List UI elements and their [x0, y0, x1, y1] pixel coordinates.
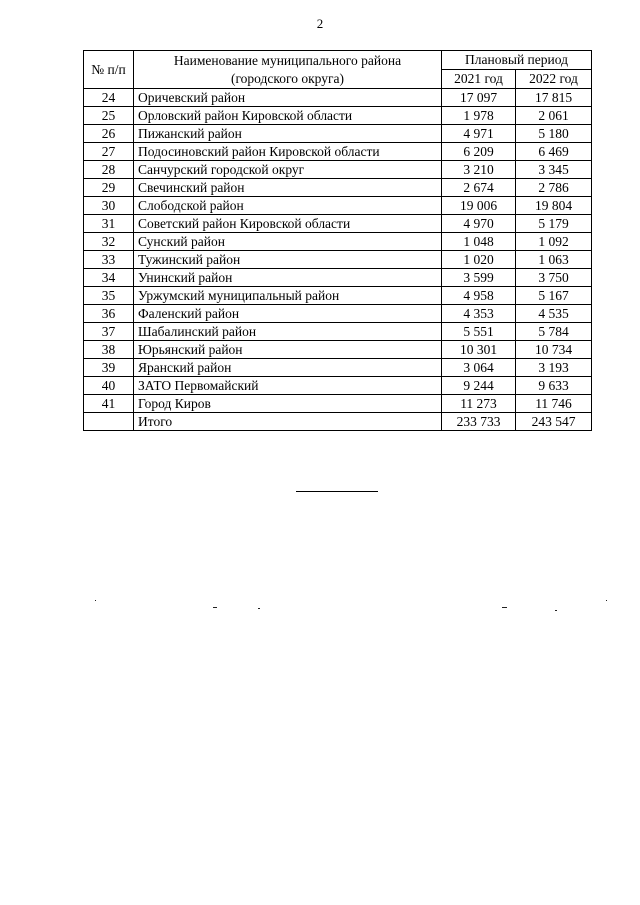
row-value-2022: 1 063 — [516, 251, 592, 269]
row-value-2022: 10 734 — [516, 341, 592, 359]
row-district-name: Тужинский район — [134, 251, 442, 269]
page-number: 2 — [316, 16, 324, 31]
table-row — [84, 161, 592, 179]
row-value-2021: 6 209 — [442, 143, 516, 161]
row-district-name: Орловский район Кировской области — [134, 107, 442, 125]
scan-speck — [606, 600, 607, 601]
row-number: 40 — [84, 377, 134, 395]
row-value-2022: 3 193 — [516, 359, 592, 377]
row-value-2021: 9 244 — [442, 377, 516, 395]
total-value-2022: 243 547 — [516, 413, 592, 431]
row-district-name: Город Киров — [134, 395, 442, 413]
table-row — [84, 395, 592, 413]
table-row — [84, 287, 592, 305]
row-number: 30 — [84, 197, 134, 215]
total-value-2021: 233 733 — [442, 413, 516, 431]
table-row — [84, 359, 592, 377]
row-value-2021: 1 978 — [442, 107, 516, 125]
row-value-2022: 4 535 — [516, 305, 592, 323]
row-district-name: Советский район Кировской области — [134, 215, 442, 233]
row-value-2021: 1 020 — [442, 251, 516, 269]
header-name-line1: Наименование муниципального района — [173, 52, 402, 68]
scan-speck — [213, 607, 217, 608]
scan-speck — [258, 608, 260, 609]
row-value-2022: 5 180 — [516, 125, 592, 143]
row-value-2022: 9 633 — [516, 377, 592, 395]
row-number: 35 — [84, 287, 134, 305]
row-value-2022: 19 804 — [516, 197, 592, 215]
row-value-2022: 3 750 — [516, 269, 592, 287]
header-name-line2: (городского округа) — [230, 70, 345, 86]
table-header — [84, 51, 592, 89]
header-name — [134, 51, 442, 89]
row-value-2022: 3 345 — [516, 161, 592, 179]
table-row — [84, 215, 592, 233]
row-number: 31 — [84, 215, 134, 233]
table-body — [84, 89, 592, 431]
row-district-name: Яранский район — [134, 359, 442, 377]
row-district-name: Оричевский район — [134, 89, 442, 107]
table-row — [84, 377, 592, 395]
table-row — [84, 125, 592, 143]
total-number-empty — [84, 413, 134, 431]
table-row — [84, 269, 592, 287]
row-value-2022: 5 179 — [516, 215, 592, 233]
row-number: 26 — [84, 125, 134, 143]
row-value-2022: 6 469 — [516, 143, 592, 161]
row-district-name: Сунский район — [134, 233, 442, 251]
row-number: 24 — [84, 89, 134, 107]
table-row — [84, 89, 592, 107]
row-value-2022: 17 815 — [516, 89, 592, 107]
header-number: № п/п — [84, 51, 134, 89]
scan-speck — [555, 610, 557, 611]
row-number: 28 — [84, 161, 134, 179]
row-district-name: Подосиновский район Кировской области — [134, 143, 442, 161]
table-row — [84, 251, 592, 269]
scan-speck — [95, 600, 96, 601]
header-year-2022: 2022 год — [516, 70, 592, 89]
header-year-2021: 2021 год — [442, 70, 516, 89]
total-row — [84, 413, 592, 431]
table-row — [84, 197, 592, 215]
row-value-2021: 1 048 — [442, 233, 516, 251]
row-value-2021: 3 599 — [442, 269, 516, 287]
table-row — [84, 179, 592, 197]
row-value-2022: 11 746 — [516, 395, 592, 413]
row-number: 38 — [84, 341, 134, 359]
row-value-2022: 5 784 — [516, 323, 592, 341]
row-value-2021: 5 551 — [442, 323, 516, 341]
row-value-2021: 17 097 — [442, 89, 516, 107]
row-value-2021: 4 970 — [442, 215, 516, 233]
row-number: 27 — [84, 143, 134, 161]
row-value-2021: 4 971 — [442, 125, 516, 143]
row-district-name: Пижанский район — [134, 125, 442, 143]
row-district-name: Свечинский район — [134, 179, 442, 197]
row-number: 41 — [84, 395, 134, 413]
row-number: 33 — [84, 251, 134, 269]
row-value-2022: 2 061 — [516, 107, 592, 125]
row-value-2021: 11 273 — [442, 395, 516, 413]
row-number: 32 — [84, 233, 134, 251]
row-value-2022: 1 092 — [516, 233, 592, 251]
row-district-name: Юрьянский район — [134, 341, 442, 359]
header-period: Плановый период — [442, 51, 592, 70]
table-row — [84, 233, 592, 251]
table-row — [84, 107, 592, 125]
total-label: Итого — [134, 413, 442, 431]
row-district-name: Слободской район — [134, 197, 442, 215]
table-row — [84, 305, 592, 323]
row-value-2021: 3 064 — [442, 359, 516, 377]
row-number: 37 — [84, 323, 134, 341]
row-number: 39 — [84, 359, 134, 377]
row-value-2021: 4 958 — [442, 287, 516, 305]
row-value-2021: 2 674 — [442, 179, 516, 197]
row-value-2022: 2 786 — [516, 179, 592, 197]
table-row — [84, 341, 592, 359]
row-district-name: Фаленский район — [134, 305, 442, 323]
table-row — [84, 143, 592, 161]
row-value-2021: 4 353 — [442, 305, 516, 323]
row-number: 36 — [84, 305, 134, 323]
row-value-2021: 19 006 — [442, 197, 516, 215]
row-value-2021: 10 301 — [442, 341, 516, 359]
scan-speck — [502, 607, 507, 608]
row-district-name: Санчурский городской округ — [134, 161, 442, 179]
closing-rule — [296, 491, 378, 492]
table-row — [84, 323, 592, 341]
row-number: 29 — [84, 179, 134, 197]
row-district-name: Унинский район — [134, 269, 442, 287]
row-number: 25 — [84, 107, 134, 125]
row-number: 34 — [84, 269, 134, 287]
row-value-2022: 5 167 — [516, 287, 592, 305]
row-district-name: Шабалинский район — [134, 323, 442, 341]
row-district-name: Уржумский муниципальный район — [134, 287, 442, 305]
budget-table — [83, 50, 592, 431]
row-value-2021: 3 210 — [442, 161, 516, 179]
row-district-name: ЗАТО Первомайский — [134, 377, 442, 395]
